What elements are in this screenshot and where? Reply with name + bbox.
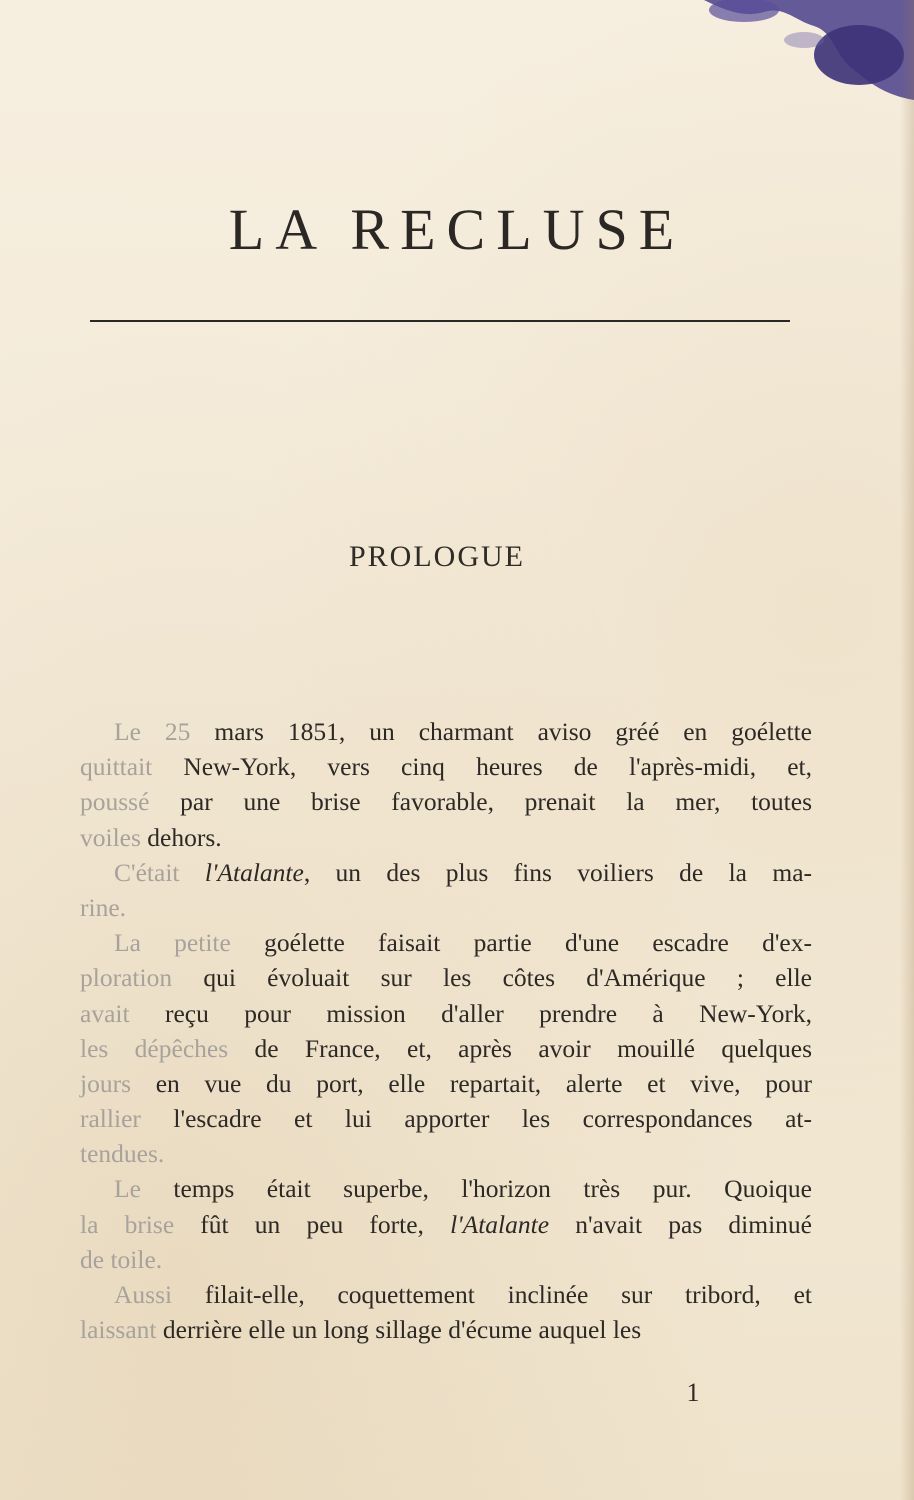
faded-word: ploration — [80, 963, 204, 993]
text-line — [80, 1066, 812, 1101]
ship-name: l'Atalante — [204, 857, 304, 887]
text-line — [80, 1207, 812, 1242]
title-rule — [90, 320, 790, 322]
text-line — [80, 749, 812, 784]
faded-word: la brise — [80, 1209, 201, 1239]
faded-word: laissant — [80, 1315, 163, 1345]
ship-name: l'Atalante — [450, 1209, 550, 1239]
text-line — [80, 1031, 812, 1066]
faded-word: La petite — [114, 928, 265, 958]
text-line — [80, 714, 812, 749]
text-line — [80, 925, 812, 960]
line-text: de France, et, après avoir mouillé quelques — [254, 1033, 812, 1063]
section-heading: PROLOGUE — [348, 540, 525, 573]
line-text: fût un peu forte, l'Atalante n'avait pas diminué — [200, 1209, 812, 1239]
page-number: 1 — [686, 1378, 700, 1407]
line-text: temps était superbe, l'horizon très pur. Quoique — [173, 1174, 812, 1204]
faded-word: Aussi — [114, 1280, 205, 1309]
faded-word: Le — [114, 1174, 174, 1204]
book-title: LA RECLUSE — [228, 197, 686, 262]
text-line — [80, 784, 812, 819]
faded-word: rallier — [80, 1104, 174, 1134]
faded-word: avait — [80, 998, 165, 1028]
line-text: par une brise favorable, prenait la mer, toutes — [180, 787, 812, 817]
faded-word: C'était — [114, 857, 205, 887]
line-text: qui évoluait sur les côtes d'Amérique ; elle — [203, 963, 812, 993]
faded-word: quittait — [80, 752, 184, 782]
text-line — [80, 1101, 812, 1136]
faded-word: Le 25 — [114, 717, 215, 746]
text-line — [80, 1171, 812, 1206]
text-line — [80, 996, 812, 1031]
text-line — [80, 820, 812, 855]
text-line — [80, 1136, 812, 1171]
line-text: derrière elle un long sillage d'écume auquel les — [162, 1315, 642, 1345]
line-text: filait-elle, coquettement inclinée sur tribord, et — [204, 1280, 812, 1309]
text-line — [80, 960, 812, 995]
text-line — [80, 1312, 812, 1347]
text-line — [80, 855, 812, 890]
line-text: New-York, vers cinq heures de l'après-midi, et, — [183, 752, 812, 782]
line-text: l'escadre et lui apporter les correspondances at- — [173, 1104, 812, 1134]
faded-word: voiles — [80, 822, 148, 852]
line-text: l'Atalante, un des plus fins voiliers de la ma- — [204, 857, 812, 887]
line-text: mars 1851, un charmant aviso gréé en goélette — [214, 717, 812, 746]
line-text: reçu pour mission d'aller prendre à New-York, — [164, 998, 812, 1028]
body-text — [80, 714, 812, 1347]
faded-word: jours — [80, 1068, 156, 1098]
faded-word: tendues. — [80, 1139, 165, 1169]
faded-word: de toile. — [80, 1244, 163, 1274]
faded-word: poussé — [80, 787, 181, 817]
ink-stain-icon — [684, 0, 914, 110]
line-text: goélette faisait partie d'une escadre d'ex- — [264, 928, 812, 958]
line-text: en vue du port, elle repartait, alerte et vive, pour — [155, 1068, 813, 1098]
text-line — [80, 1277, 812, 1312]
text-line — [80, 890, 812, 925]
text-line — [80, 1242, 812, 1277]
faded-word: rine. — [80, 892, 127, 922]
line-text: dehors. — [147, 822, 222, 852]
faded-word: les dépêches — [80, 1033, 255, 1063]
